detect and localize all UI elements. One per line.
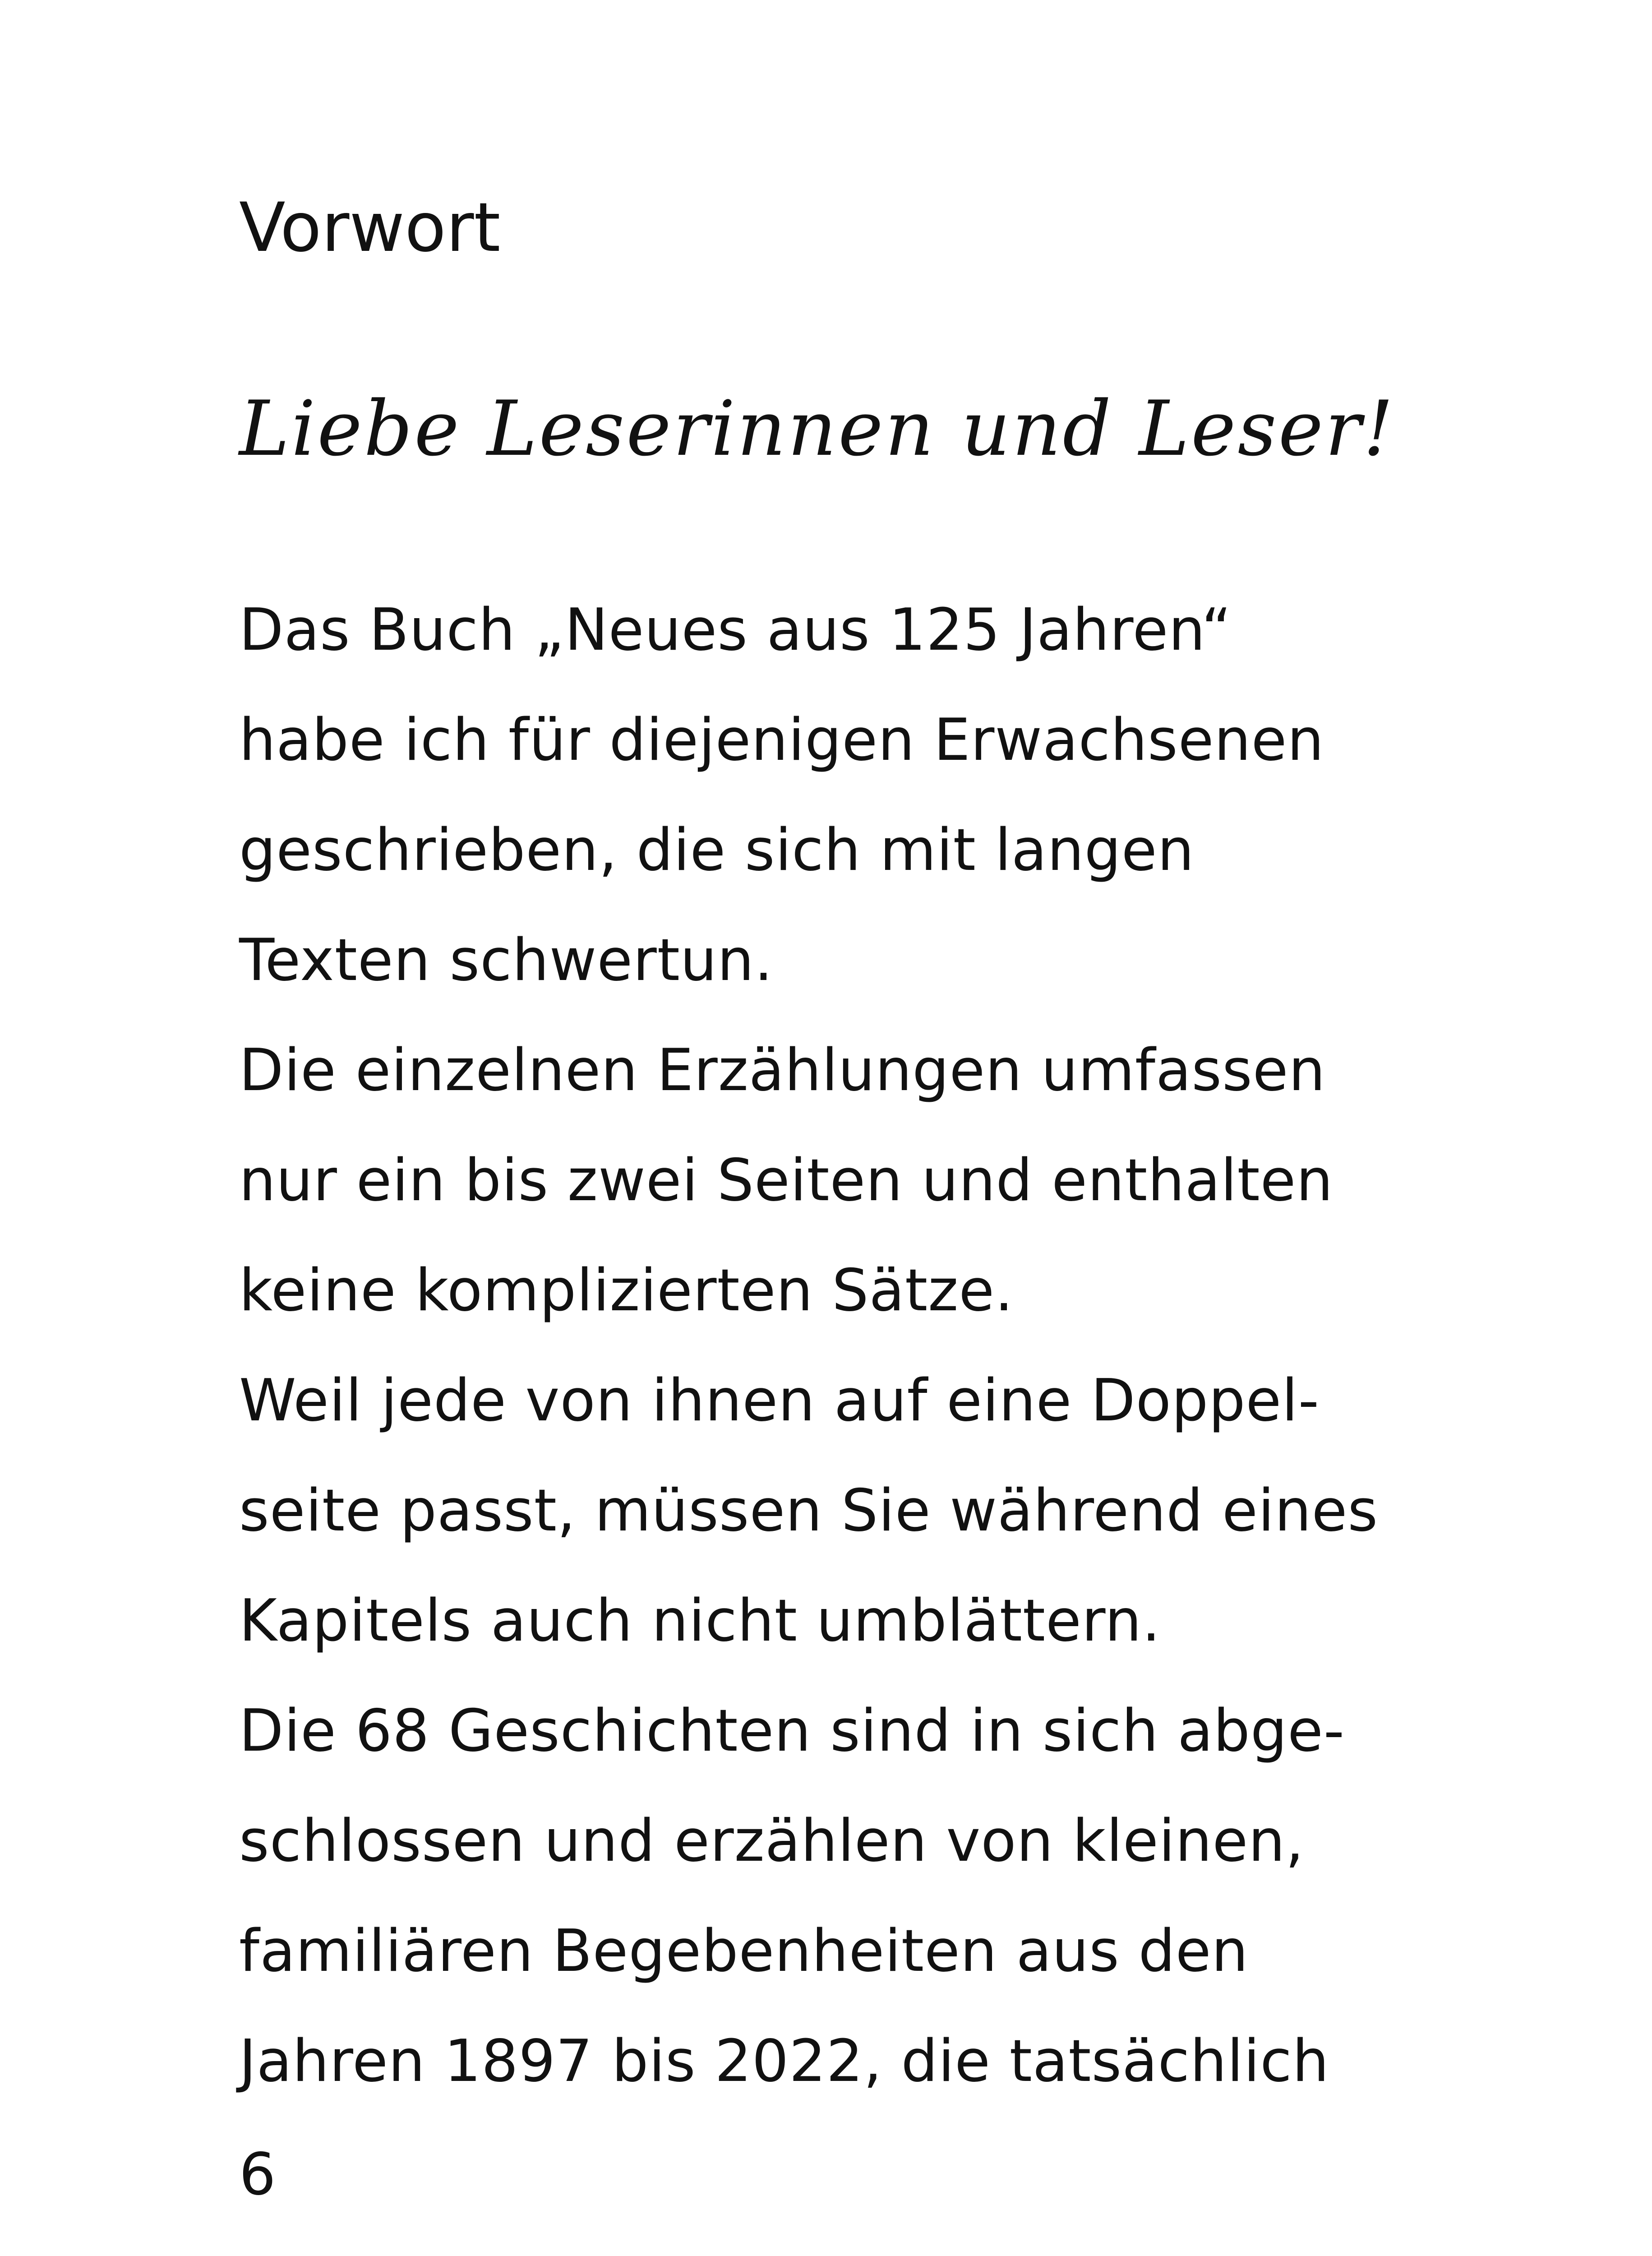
text-line: Weil jede von ihnen auf eine Doppel- [239,1367,1320,1434]
text-line: keine komplizierten Sätze. [239,1257,1014,1324]
text-line: Das Buch „Neues aus 125 Jahren“ [239,596,1232,664]
text-line: Die 68 Geschichten sind in sich abge- [239,1697,1345,1765]
text-line: Kapitels auch nicht umblättern. [239,1587,1161,1655]
text-line: habe ich für diejenigen Erwachsenen [239,707,1324,774]
page-number: 6 [239,2141,276,2208]
salutation-heading: Liebe Leserinnen und Leser! [239,384,1395,473]
body-text [239,575,1378,2117]
text-line: geschrieben, die sich mit langen [239,817,1195,884]
section-title: Vorwort [239,189,501,267]
text-line: nur ein bis zwei Seiten und enthalten [239,1147,1334,1214]
text-line: schlossen und erzählen von kleinen, [239,1808,1304,1875]
text-line: familiären Begebenheiten aus den [239,1918,1249,1985]
text-line: Jahren 1897 bis 2022, die tatsächlich [239,2028,1329,2095]
text-line: Die einzelnen Erzählungen umfassen [239,1037,1326,1104]
text-line: seite passt, müssen Sie während eines [239,1477,1378,1544]
text-line: Texten schwertun. [239,927,773,994]
